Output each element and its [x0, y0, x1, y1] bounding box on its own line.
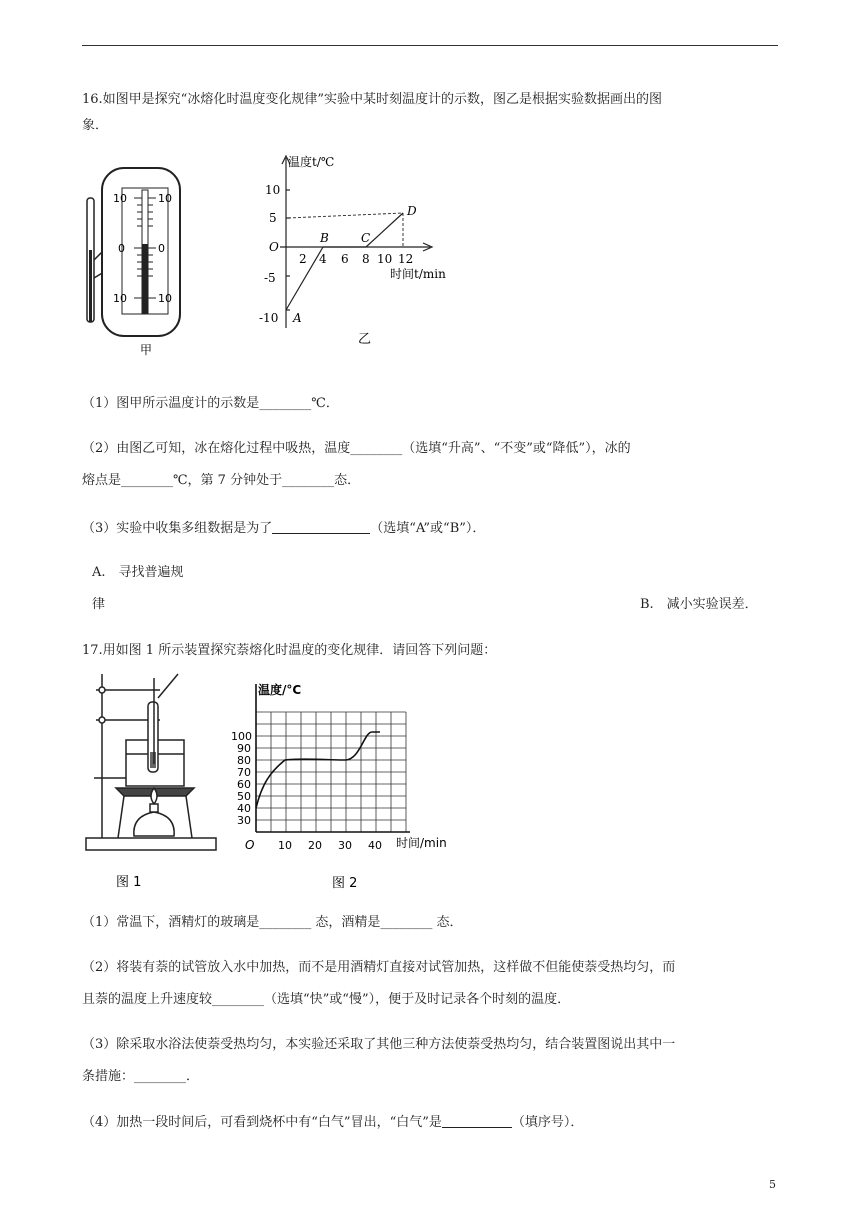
fig2-xtick-30: 30: [338, 839, 352, 852]
thermo-tick-right-0: 10: [158, 192, 172, 205]
yi-xtick-4: 4: [319, 252, 327, 266]
thermo-tick-right-1: 0: [158, 242, 165, 255]
thermo-tick-left-2: 10: [113, 292, 127, 305]
q16-stem-line2: 象．: [82, 118, 109, 133]
fig2-origin: O: [245, 838, 255, 852]
thermo-tick-left-0: 10: [113, 192, 127, 205]
fig2-ytick-80: 80: [237, 754, 251, 767]
q16-part3-tail: （选填“A”或“B”）．: [370, 521, 486, 536]
naphthalene-graph: [231, 672, 470, 892]
yi-xtick-12: 12: [398, 252, 414, 266]
fig2-ytick-50: 50: [237, 790, 251, 803]
q17-part3-line1: （3）除采取水浴法使萘受热均匀，本实验还采取了其他三种方法使萘受热均匀，结合装置图说出其中一: [82, 1037, 676, 1052]
q17-part3-line2: 条措施：________．: [82, 1069, 200, 1084]
header-rule: [82, 45, 778, 46]
q17-part4-blank: [442, 1111, 512, 1128]
fig2-ytick-70: 70: [237, 766, 251, 779]
yi-ytick-10: 10: [265, 183, 281, 197]
yi-xtick-2: 2: [299, 252, 307, 266]
yi-ytick-5: 5: [269, 211, 277, 225]
page-number: 5: [769, 1178, 776, 1191]
q16-option-b: B. 减小实验误差．: [640, 597, 758, 612]
thermo-tick-left-1: 0: [118, 242, 125, 255]
q16-part3-blank: [272, 517, 370, 534]
fig1-caption: 图 1: [116, 875, 142, 890]
fig-jia-caption: 甲: [140, 343, 153, 357]
q17-part4-text: （4）加热一段时间后，可看到烧杯中有“白气”冒出，“白气”是: [82, 1115, 442, 1130]
thermo-tick-right-2: 10: [158, 292, 172, 305]
yi-origin: O: [269, 240, 279, 254]
fig2-ytick-100: 100: [231, 730, 252, 743]
yi-ytick-neg5: -5: [264, 271, 276, 285]
fig2-xtick-20: 20: [308, 839, 322, 852]
yi-ylabel: 温度t/℃: [288, 155, 335, 169]
q17-part1: （1）常温下，酒精灯的玻璃是________ 态，酒精是________ 态．: [82, 915, 463, 930]
yi-point-a: A: [293, 311, 302, 325]
q16-option-a-line2: 律: [92, 597, 106, 612]
q17-part4-tail: （填序号）．: [511, 1115, 584, 1130]
yi-point-d: D: [407, 204, 417, 218]
yi-point-b: B: [320, 231, 329, 245]
yi-xtick-6: 6: [341, 252, 349, 266]
fig2-xlabel: 时间/min: [396, 836, 447, 850]
fig2-ytick-40: 40: [237, 802, 251, 815]
thermometer-figure: [82, 160, 192, 360]
fig2-caption: 图 2: [332, 876, 358, 891]
q16-stem-line1: 16.如图甲是探究“冰熔化时温度变化规律”实验中某时刻温度计的示数，图乙是根据实验数据画出的图: [82, 92, 662, 107]
fig2-ytick-60: 60: [237, 778, 251, 791]
yi-xtick-8: 8: [362, 252, 370, 266]
q16-option-a-line1: A. 寻找普遍规: [92, 565, 184, 580]
q17-stem: 17.用如图 1 所示装置探究萘熔化时温度的变化规律．请回答下列问题：: [82, 643, 497, 658]
apparatus-figure: [82, 668, 222, 893]
q16-part3-text: （3）实验中收集多组数据是为了: [82, 521, 273, 536]
fig2-ytick-30: 30: [237, 814, 251, 827]
yi-point-c: C: [361, 231, 371, 245]
q16-part1: （1）图甲所示温度计的示数是________℃．: [82, 396, 339, 411]
yi-xtick-10: 10: [377, 252, 393, 266]
yi-ytick-neg10: -10: [259, 311, 279, 325]
ice-melting-graph: [255, 150, 470, 350]
q17-part4: [82, 1110, 778, 1136]
q17-part2-line1: （2）将装有萘的试管放入水中加热，而不是用酒精灯直接对试管加热，这样做不但能使萘受热均匀，而: [82, 960, 676, 975]
fig2-ytick-90: 90: [237, 742, 251, 755]
fig2-xtick-10: 10: [278, 839, 292, 852]
q17-part2-line2: 且萘的温度上升速度较________（选填“快”或“慢”），便于及时记录各个时刻的温度．: [82, 992, 571, 1007]
fig2-xtick-40: 40: [368, 839, 382, 852]
q16-part3: [82, 516, 778, 542]
q16-part2-line1: （2）由图乙可知，冰在熔化过程中吸热，温度________（选填“升高”、“不变”或“降低”），冰的: [82, 441, 631, 456]
fig2-ylabel: 温度/°C: [258, 683, 302, 697]
yi-xlabel: 时间t/min: [390, 267, 446, 281]
q16-part2-line2: 熔点是________℃，第 7 分钟处于________态．: [82, 473, 361, 488]
fig-yi-caption: 乙: [358, 332, 372, 347]
